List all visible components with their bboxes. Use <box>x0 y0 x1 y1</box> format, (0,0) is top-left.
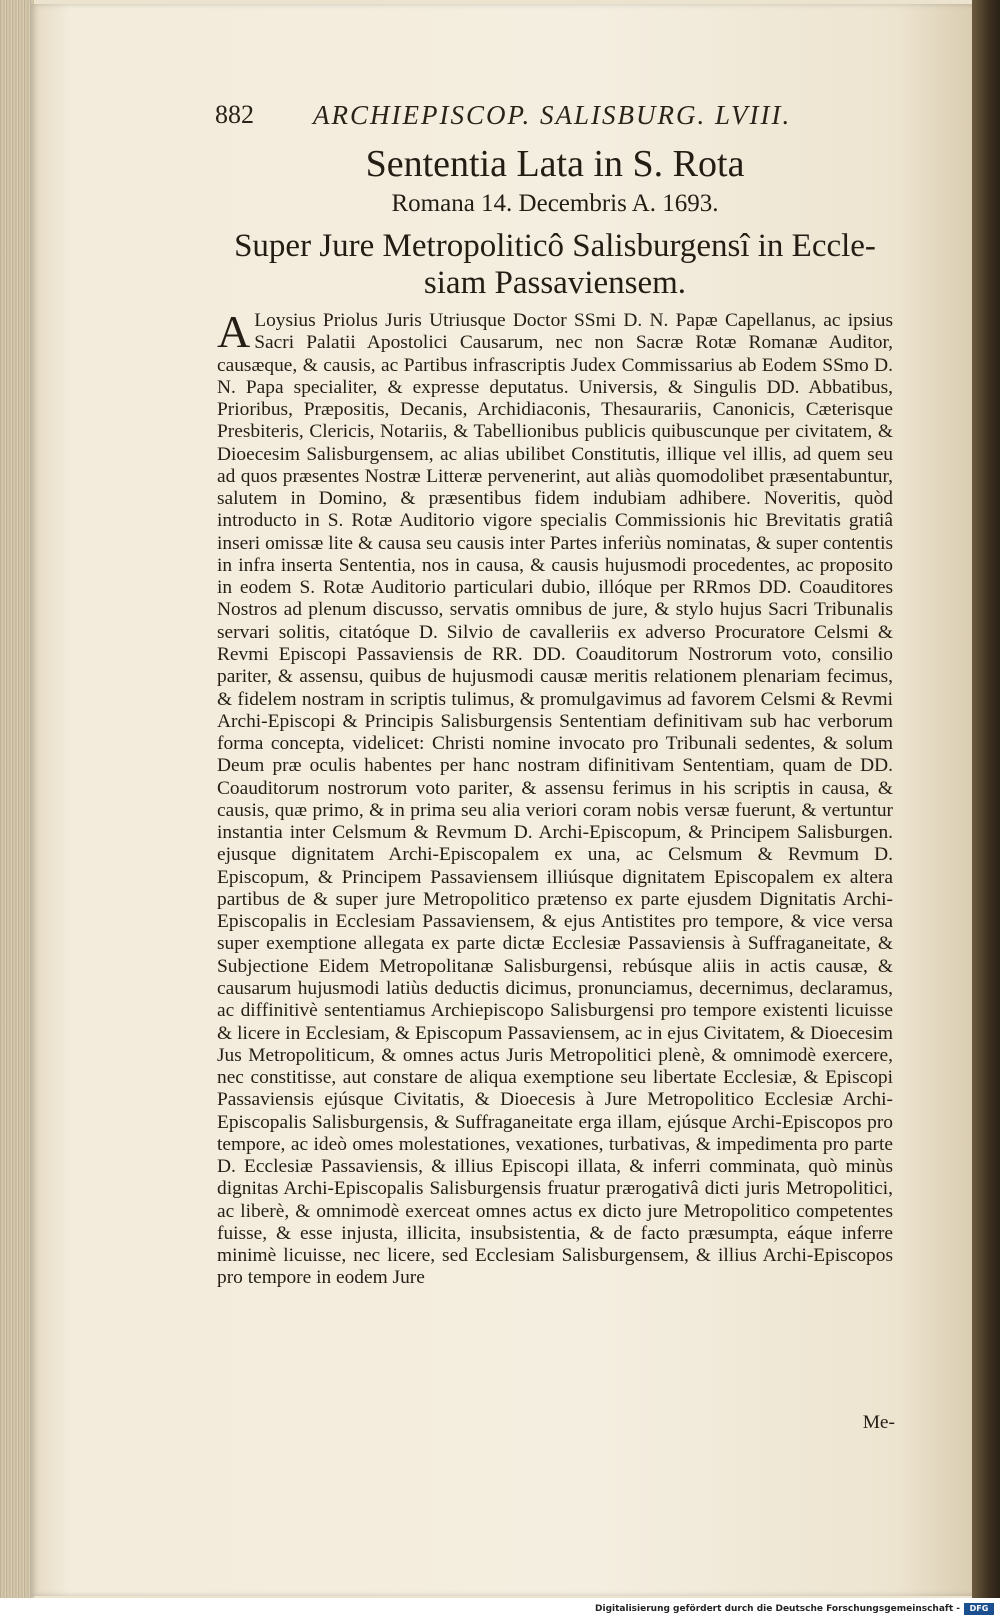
page-number: 882 <box>215 100 254 129</box>
page-edges <box>0 0 34 1598</box>
title-line-2: Romana 14. Decembris A. 1693. <box>391 190 719 217</box>
title-line-1: Sententia Lata in S. Rota <box>365 143 745 185</box>
subtitle-line-1: Super Jure Metropoliticô Salisburgensî in Eccle- <box>234 228 876 264</box>
document-title <box>215 140 895 220</box>
footer-credit: Digitalisierung gefördert durch die Deutsche Forschungsgemeinschaft - <box>595 1604 960 1614</box>
body-paragraph-text: Loysius Priolus Juris Utriusque Doctor SSmi D. N. Papæ Capellanus, ac ipsius Sacri Palatii Apostolici Causarum, nec non Sacræ Rotæ Romanæ Auditor, causæque, & causis, ac Partibus infrascriptis Judex Commissarius ab Eodem SSmo D. N. Papa specialiter, & expresse deputatus. Universis, & Singulis DD. Abbatibus, Prioribus, Præpositis, Decanis, Archidiaconis, Thesaurariis, Canonicis, Cæterisque Presbiteris, Clericis, Notariis, & Tabellionibus publicis quibuscunque per civitatem, & Dioecesim Salisburgensem, ac alias ubilibet Constitutis, illique vel illis, ad quem seu ad quos præsentes Nostræ Litteræ pervenerint, aut aliàs quomodolibet præsentabuntur, salutem in Domino, & præsentibus fidem indubiam adhibere. Noveritis, quòd introducto in S. Rotæ Auditorio vigore specialis Commissionis hic Brevitatis gratiâ inseri omissæ lite & causa seu causis inter Partes inferiùs nominatas, & super contentis in infra inserta Sententia, nos in causa, & causis hujusmodi procedentes, ac proposito in eodem S. Rotæ Auditorio particulari dubio, illóque per RRmos DD. Coauditores Nostros ad plenum discusso, servatis omnibus de jure, & stylo hujus Sacri Tribunalis servari solitis, citatóque D. Silvio de cavalleriis ex adverso Procuratore Celsmi & Revmi Episcopi Passaviensis de RR. DD. Coauditorum Nostrorum voto, consilio pariter, & assensu, quibus de hujusmodi causæ meritis relationem plenariam fecimus, & fidelem nostram in scriptis tulimus, & promulgavimus ad favorem Celsmi & Revmi Archi-Episcopi & Principis Salisburgensis Sententiam definitivam sub hac verborum forma concepta, videlicet: Christi nomine invocato pro Tribunali sedentes, & solum Deum præ oculis habentes per hanc nostram difinitivam Sententiam, quam de DD. Coauditorum nostrorum voto pariter, & assensu ferimus in his scriptis in causa, & causis, quæ primo, & in prima seu alia veriori coram nobis versæ fuerunt, & vertuntur instantia inter Celsmum & Revmum D. Archi-Episcopum, & Principem Salisburgen. ejusque dignitatem Archi-Episcopalem ex una, ac Celsmum & Revmum D. Episcopum, & Principem Passaviensem illiúsque dignitatem Episcopalem ex altera partibus de & super jure Metropolitico prætenso ex parte ejusdem Dignitatis Archi-Episcopalis in Ecclesiam Passaviensem, & ejus Antistites pro tempore, & vice versa super exemptione allegata ex parte dictæ Ecclesiæ Passaviensis à Suffraganeitate, & Subjectione Eidem Metropolitanæ Salisburgensi, rebúsque aliis in actis causæ, & causarum hujusmodi latiùs deductis dicimus, pronunciamus, decernimus, declaramus, ac diffinitivè sententiamus Archiepiscopo Salisburgensi pro tempore existenti licuisse & licere in Ecclesiam, & Episcopum Passaviensem, ac in ejus Civitatem, & Dioecesim Jus Metropoliticum, & omnes actus Juris Metropolitici plenè, & omnimodè exercere, nec constitisse, aut constare de aliqua exemptione seu libertate Ecclesiæ, & Episcopi Passaviensis ejúsque Civitatis, & Dioecesis à Jure Metropolitico Ecclesiæ Archi-Episcopalis Salisburgensis, & Suffraganeitate erga illam, ejúsque Archi-Episcopos pro tempore, ac ideò omes molestationes, vexationes, turbativas, & impedimenta pro parte D. Ecclesiæ Passaviensis, & illius Episcopi illata, & inferri comminata, quò minùs dignitas Archi-Episcopalis Salisburgensis fruatur prærogativâ dicti juris Metropolitici, ac liberè, & omnimodè exerceat omnes actus ex dicto jure Metropolitico competentes fuisse, & esse injusta, illicita, insubsistentia, & de facto præsumpta, eáque inferre minimè licuisse, nec licere, sed Ecclesiam Salisburgensem, & illius Archi-Episcopos pro tempore in eodem Jure <box>217 310 893 1289</box>
body-paragraph <box>217 306 893 1290</box>
book-gutter <box>972 0 1000 1598</box>
body-text <box>217 306 893 1290</box>
dfg-logo-icon: DFG <box>964 1603 994 1615</box>
running-title: ARCHIEPISCOP. SALISBURG. LVIII. <box>313 100 792 130</box>
document-subtitle <box>215 228 895 302</box>
running-head <box>215 100 895 134</box>
subtitle-line-2: siam Passaviensem. <box>423 265 687 301</box>
footer-bar <box>0 1598 1000 1620</box>
catchword: Me- <box>862 1412 895 1433</box>
drop-cap: A <box>217 306 251 357</box>
